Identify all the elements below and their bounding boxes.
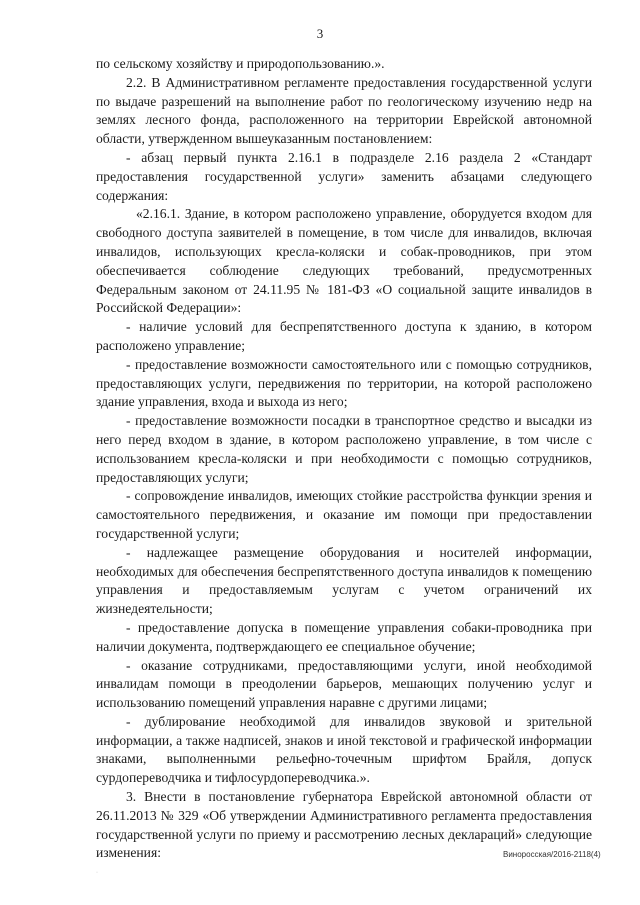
document-body [96,55,592,863]
paragraph-6: - предоставление возможности самостоятельного или с помощью сотрудников, предоставляющих услуги, передвижения по территории, на которой расположено здание управления, входа и выхода из него; [96,356,592,410]
paragraph-1: по сельскому хозяйству и природопользованию.». [96,56,385,71]
paragraph-12: - дублирование необходимой для инвалидов звуковой и зрительной информации, а также надписей, знаков и иной текстовой и графической информации знаками, выполненными рельефно-точечным шрифтом Брайля, допуск сурдопереводчика и тифлосурдопереводчика.». [96,713,592,786]
paragraph-8: - сопровождение инвалидов, имеющих стойкие расстройства функции зрения и самостоятельного передвижения, и оказание им помощи при предоставлении государственной услуги; [96,488,592,541]
paragraph-5: - наличие условий для беспрепятственного доступа к зданию, в котором расположено управление; [96,319,592,353]
paragraph-11: - оказание сотрудниками, предоставляющими услуги, иной необходимой инвалидам помощи в преодолении барьеров, мешающих получению услуг и использованию помещений управления наравне с другими лицами; [96,657,592,711]
paragraph-10: - предоставление допуска в помещение управления собаки-проводника при наличии документа, подтверждающего ее специальное обучение; [96,619,592,654]
scan-dot-mark: · [96,870,98,876]
page-number: 3 [316,26,324,41]
paragraph-2: 2.2. В Административном регламенте предоставления государственной услуги по выдаче разрешений на выполнение работ по геологическому изучению недр на землях лесного фонда, расположенного на территории Еврейской автономной области, утвержденном вышеуказанным постановлением: [96,74,592,147]
paragraph-13: 3. Внести в постановление губернатора Еврейской автономной области от 26.11.2013 № 329 «Об утверждении Административного регламента предоставления государственной услуги по приему и рассмотрению лесных деклараций» следующие изменения: [96,789,592,861]
paragraph-4: «2.16.1. Здание, в котором расположено управление, оборудуется входом для свободного доступа заявителей в помещение, в том числе для инвалидов, включая инвалидов, использующих кресла-коляски и собак-проводников, при этом обеспечивается соблюдение следующих требований, предусмотренных Федеральным законом от 24.11.95 № 181-ФЗ «О социальной защите инвалидов в Российской Федерации»: [96,206,592,316]
paragraph-3: - абзац первый пункта 2.16.1 в подразделе 2.16 раздела 2 «Стандарт предоставления государственной услуги» заменить абзацами следующего содержания: [96,149,592,203]
paragraph-9: - надлежащее размещение оборудования и носителей информации, необходимых для обеспечения беспрепятственного доступа инвалидов к помещению управления и предоставляемым услугам с учетом ограничений их жизнедеятельности; [96,544,592,617]
paragraph-7: - предоставление возможности посадки в транспортное средство и высадки из него перед входом в здание, в котором расположено управление, в том числе с использованием кресла-коляски и при необходимости с помощью сотрудников, предоставляющих услуги; [96,413,592,485]
footer-document-code: Виноросская/2016-2118(4) [503,850,601,859]
